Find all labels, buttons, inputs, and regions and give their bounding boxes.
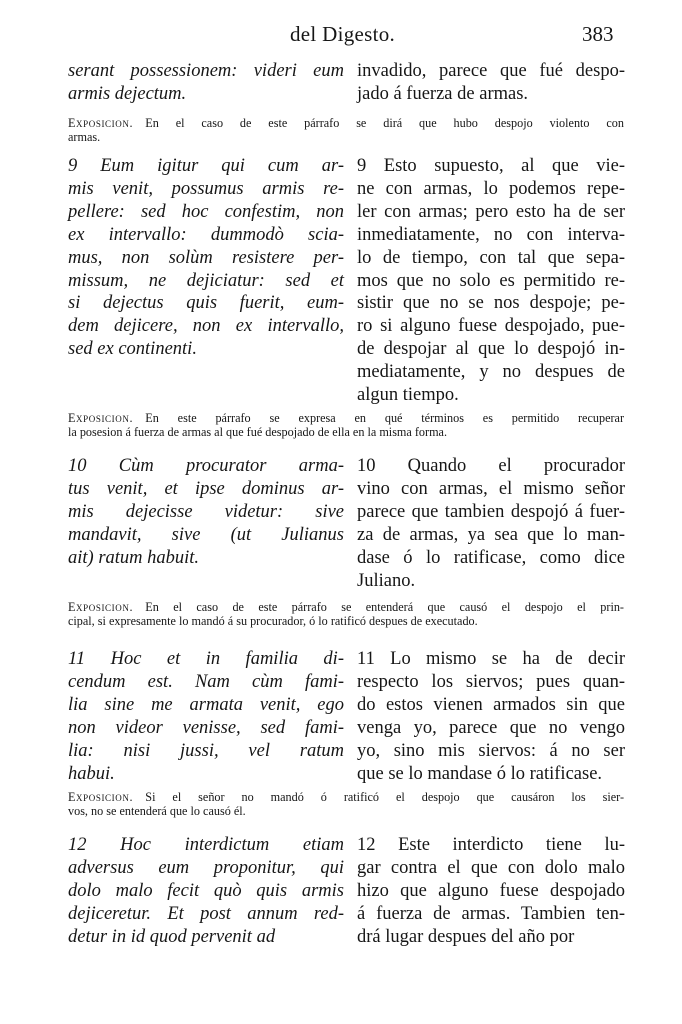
exposicion-text: En este párrafo se expresa en qué términos es permitido recuperar [145, 411, 624, 425]
spanish-column [357, 60, 625, 106]
page-number: 383 [582, 22, 614, 46]
spanish-line: respecto los siervos; pues quan- [357, 671, 625, 692]
latin-column [68, 155, 344, 361]
latin-line: missum, ne dejiciatur: sed et [68, 270, 344, 291]
exposicion-text: la posesion á fuerza de armas al que fué despojado de ella en la misma forma. [68, 425, 448, 439]
spanish-line: 11 Lo mismo se ha de decir [357, 649, 625, 669]
latin-line: cendum est. Nam cùm fami- [68, 671, 344, 692]
spanish-column [357, 834, 625, 949]
latin-line: lia: nisi jussi, vel ratum [68, 740, 344, 761]
spanish-line: mos que no solo es permitido re- [357, 270, 625, 291]
latin-line: si dejectus quis fuerit, eum- [68, 293, 344, 314]
spanish-line: mediatamente, y no despues de [357, 362, 625, 383]
spanish-line: sistir que no se nos despoje; pe- [357, 293, 625, 314]
latin-line: tus venit, et ipse dominus ar- [68, 478, 344, 499]
latin-line: dolo malo fecit quò quis armis [68, 880, 344, 901]
latin-line: habui. [68, 763, 115, 784]
spanish-line: que se lo mandase ó lo ratificase. [357, 763, 603, 784]
spanish-line: drá lugar despues del año por [357, 926, 575, 947]
running-head [0, 22, 682, 52]
latin-line: detur in id quod pervenit ad [68, 926, 276, 947]
exposicion-note [68, 600, 624, 628]
spanish-line: á fuerza de armas. Tambien ten- [357, 903, 625, 924]
latin-line: armis dejectum. [68, 83, 187, 104]
latin-line: sed ex continenti. [68, 339, 197, 360]
exposicion-note [68, 411, 624, 439]
running-head-title: del Digesto. [290, 22, 396, 46]
spanish-line: 9 Esto supuesto, al que vie- [357, 156, 625, 176]
latin-line: ex intervallo: dummodò scia- [68, 224, 344, 245]
latin-line: dem dejicere, non ex intervallo, [68, 316, 344, 337]
exposicion-label: Exposicion. [68, 600, 134, 614]
spanish-line: ro si alguno fuese despojado, pue- [357, 316, 625, 337]
spanish-line: Juliano. [357, 570, 416, 591]
spanish-line: yo, sino mis siervos: á no ser [357, 740, 625, 761]
latin-line: lia sine me armata venit, ego [68, 694, 344, 715]
spanish-column [357, 155, 625, 407]
latin-line: 10 Cùm procurator arma- [68, 456, 344, 476]
latin-line: serant possessionem: videri eum [68, 61, 344, 81]
spanish-column [357, 455, 625, 592]
exposicion-label: Exposicion. [68, 790, 134, 804]
spanish-line: ne con armas, lo podemos repe- [357, 178, 625, 199]
spanish-line: 12 Este interdicto tiene lu- [357, 835, 625, 855]
spanish-line: venga yo, parece que no vengo [357, 717, 625, 738]
exposicion-text: Si el señor no mandó ó ratificó el despojo que causáron los sier- [145, 790, 624, 804]
latin-line: non videor venisse, sed fami- [68, 717, 344, 738]
spanish-line: algun tiempo. [357, 385, 459, 406]
spanish-line: inmediatamente, no con interva- [357, 224, 625, 245]
spanish-line: de despojar al que lo despojó in- [357, 339, 625, 360]
exposicion-text: armas. [68, 130, 101, 144]
latin-line: mus, non solùm resistere per- [68, 247, 344, 268]
latin-line: mis dejecisse videtur: sive [68, 501, 344, 522]
exposicion-label: Exposicion. [68, 411, 134, 425]
spanish-line: vino con armas, el mismo señor [357, 478, 625, 499]
exposicion-note [68, 790, 624, 818]
latin-column [68, 60, 344, 106]
exposicion-text: cipal, si expresamente lo mandó á su procurador, ó lo ratificó despues de executado. [68, 614, 478, 628]
latin-line: 11 Hoc et in familia di- [68, 649, 344, 669]
spanish-line: dase ó lo ratificase, como dice [357, 547, 625, 568]
spanish-column [357, 648, 625, 785]
spanish-line: ler con armas; pero esto ha de ser [357, 201, 625, 222]
latin-line: dejiceretur. Et post annum red- [68, 903, 344, 924]
exposicion-text: vos, no se entenderá que lo causó él. [68, 804, 246, 818]
spanish-line: jado á fuerza de armas. [357, 83, 529, 104]
exposicion-label: Exposicion. [68, 116, 134, 130]
exposicion-text: En el caso de este párrafo se entenderá que causó el despojo el prin- [145, 600, 624, 614]
spanish-line: parece que tambien despojó á fuer- [357, 501, 625, 522]
exposicion-text: En el caso de este párrafo se dirá que hubo despojo violento con [145, 116, 624, 130]
latin-line: pellere: sed hoc confestim, non [68, 201, 344, 222]
latin-line: 12 Hoc interdictum etiam [68, 835, 344, 855]
latin-line: mis venit, possumus armis re- [68, 178, 344, 199]
latin-line: 9 Eum igitur qui cum ar- [68, 156, 344, 176]
latin-line: ait) ratum habuit. [68, 547, 200, 568]
latin-line: mandavit, sive (ut Julianus [68, 524, 344, 545]
latin-column [68, 834, 344, 949]
spanish-line: gar contra el que con dolo malo [357, 857, 625, 878]
latin-column [68, 648, 344, 785]
spanish-line: lo de tiempo, con tal que sepa- [357, 247, 625, 268]
spanish-line: do estos vienen armados sin que [357, 694, 625, 715]
exposicion-note [68, 116, 624, 144]
spanish-line: invadido, parece que fué despo- [357, 61, 625, 81]
spanish-line: hizo que alguno fuese despojado [357, 880, 625, 901]
spanish-line: 10 Quando el procurador [357, 456, 625, 476]
latin-column [68, 455, 344, 570]
spanish-line: za de armas, ya sea que lo man- [357, 524, 625, 545]
latin-line: adversus eum proponitur, qui [68, 857, 344, 878]
